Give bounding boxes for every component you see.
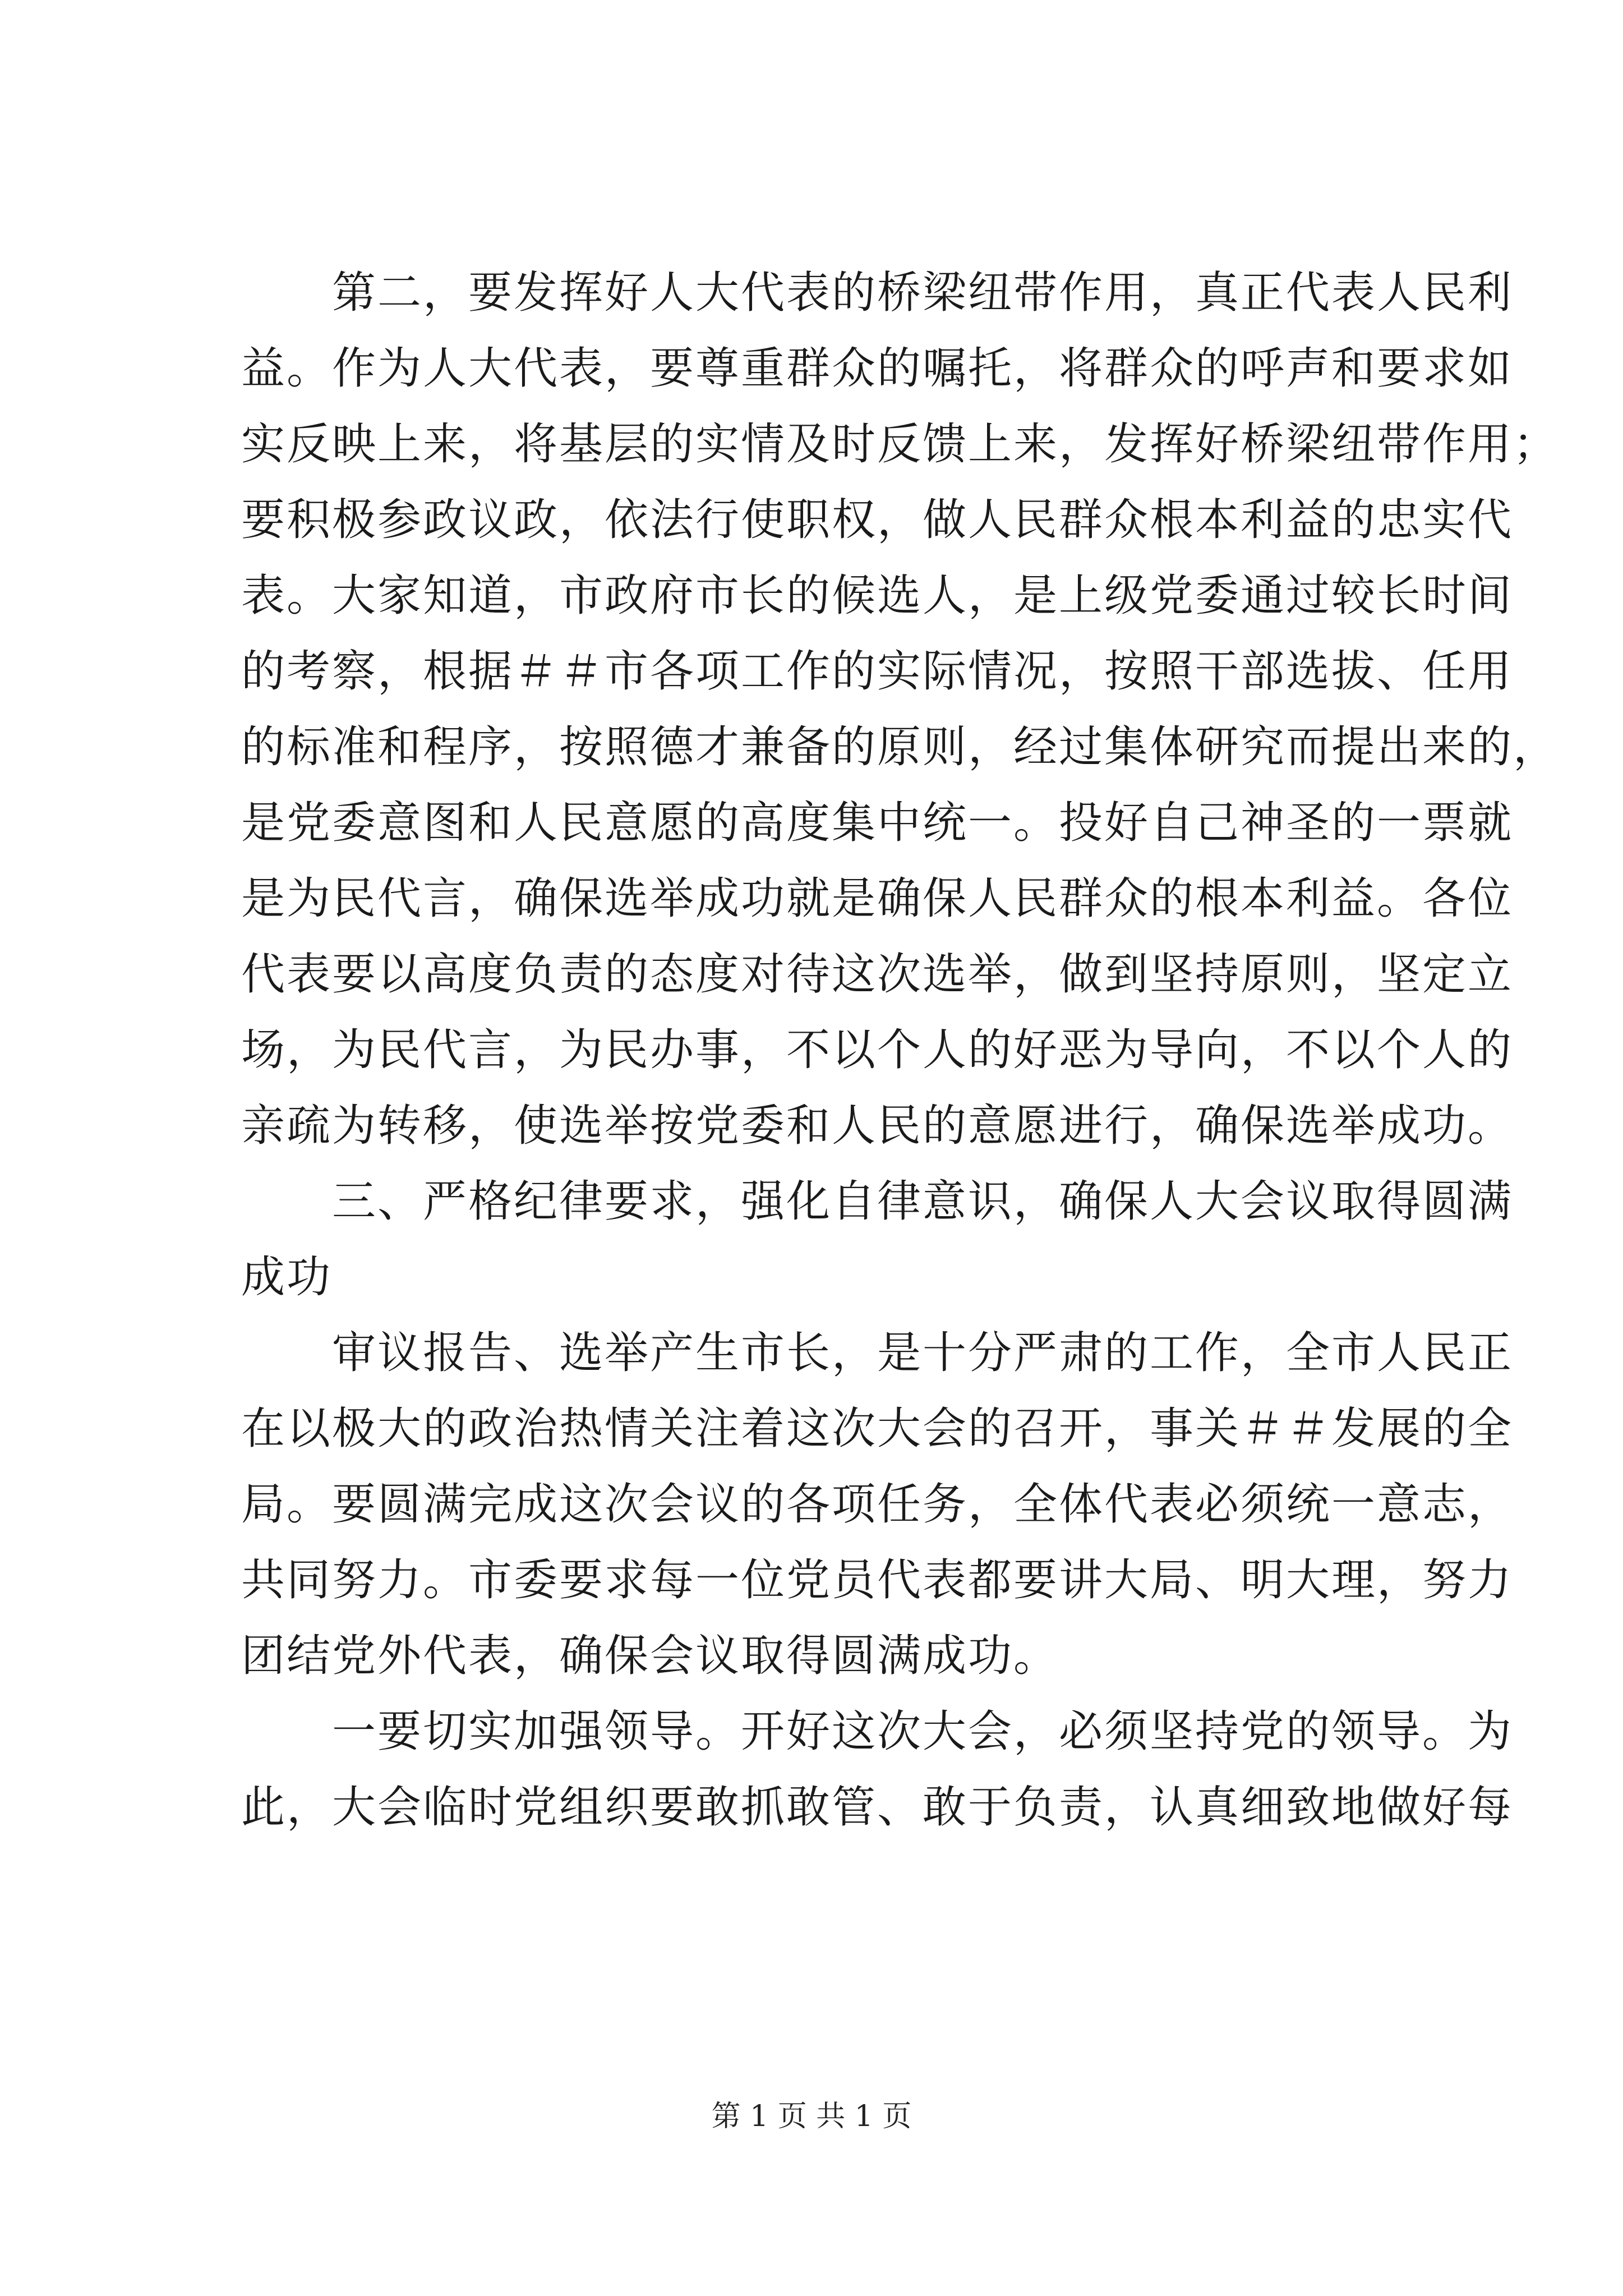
text-line: 是为民代言，确保选举成功就是确保人民群众的根本利益。各位 xyxy=(241,873,1514,924)
text-line: 的考察，根据＃＃市各项工作的实际情况，按照干部选拔、任用 xyxy=(241,646,1514,697)
text-line: 团结党外代表，确保会议取得圆满成功。 xyxy=(241,1631,1059,1681)
text-line: 局。要圆满完成这次会议的各项任务，全体代表必须统一意志， xyxy=(241,1479,1514,1530)
text-line: 表。大家知道，市政府市长的候选人，是上级党委通过较长时间 xyxy=(241,570,1514,621)
text-line: 亲疏为转移，使选举按党委和人民的意愿进行，确保选举成功。 xyxy=(241,1101,1514,1151)
text-line: 共同努力。市委要求每一位党员代表都要讲大局、明大理，努力 xyxy=(241,1555,1514,1605)
text-line: 场，为民代言，为民办事，不以个人的好恶为导向，不以个人的 xyxy=(241,1025,1514,1075)
text-line: 要积极参政议政，依法行使职权，做人民群众根本利益的忠实代 xyxy=(241,495,1514,545)
section-heading-line: 成功 xyxy=(241,1252,333,1303)
section-heading-line: 三、严格纪律要求，强化自律意识，确保人大会议取得圆满 xyxy=(241,1176,1514,1227)
text-line: 审议报告、选举产生市长，是十分严肃的工作，全市人民正 xyxy=(241,1328,1514,1378)
text-line: 实反映上来，将基层的实情及时反馈上来，发挥好桥梁纽带作用； xyxy=(241,419,1559,470)
text-line: 代表要以高度负责的态度对待这次选举，做到坚持原则，坚定立 xyxy=(241,949,1514,1000)
body-text xyxy=(241,255,1559,1846)
text-line: 是党委意图和人民意愿的高度集中统一。投好自己神圣的一票就 xyxy=(241,798,1514,848)
text-line: 的标准和程序，按照德才兼备的原则，经过集体研究而提出来的， xyxy=(241,722,1559,772)
text-line: 在以极大的政治热情关注着这次大会的召开，事关＃＃发展的全 xyxy=(241,1404,1514,1454)
text-line: 益。作为人大代表，要尊重群众的嘱托，将群众的呼声和要求如 xyxy=(241,343,1514,394)
text-line: 第二，要发挥好人大代表的桥梁纽带作用，真正代表人民利 xyxy=(241,268,1514,318)
text-line: 一要切实加强领导。开好这次大会，必须坚持党的领导。为 xyxy=(241,1706,1514,1757)
text-line: 此，大会临时党组织要敢抓敢管、敢于负责，认真细致地做好每 xyxy=(241,1782,1514,1833)
page-footer: 第 1 页 共 1 页 xyxy=(711,2100,912,2133)
